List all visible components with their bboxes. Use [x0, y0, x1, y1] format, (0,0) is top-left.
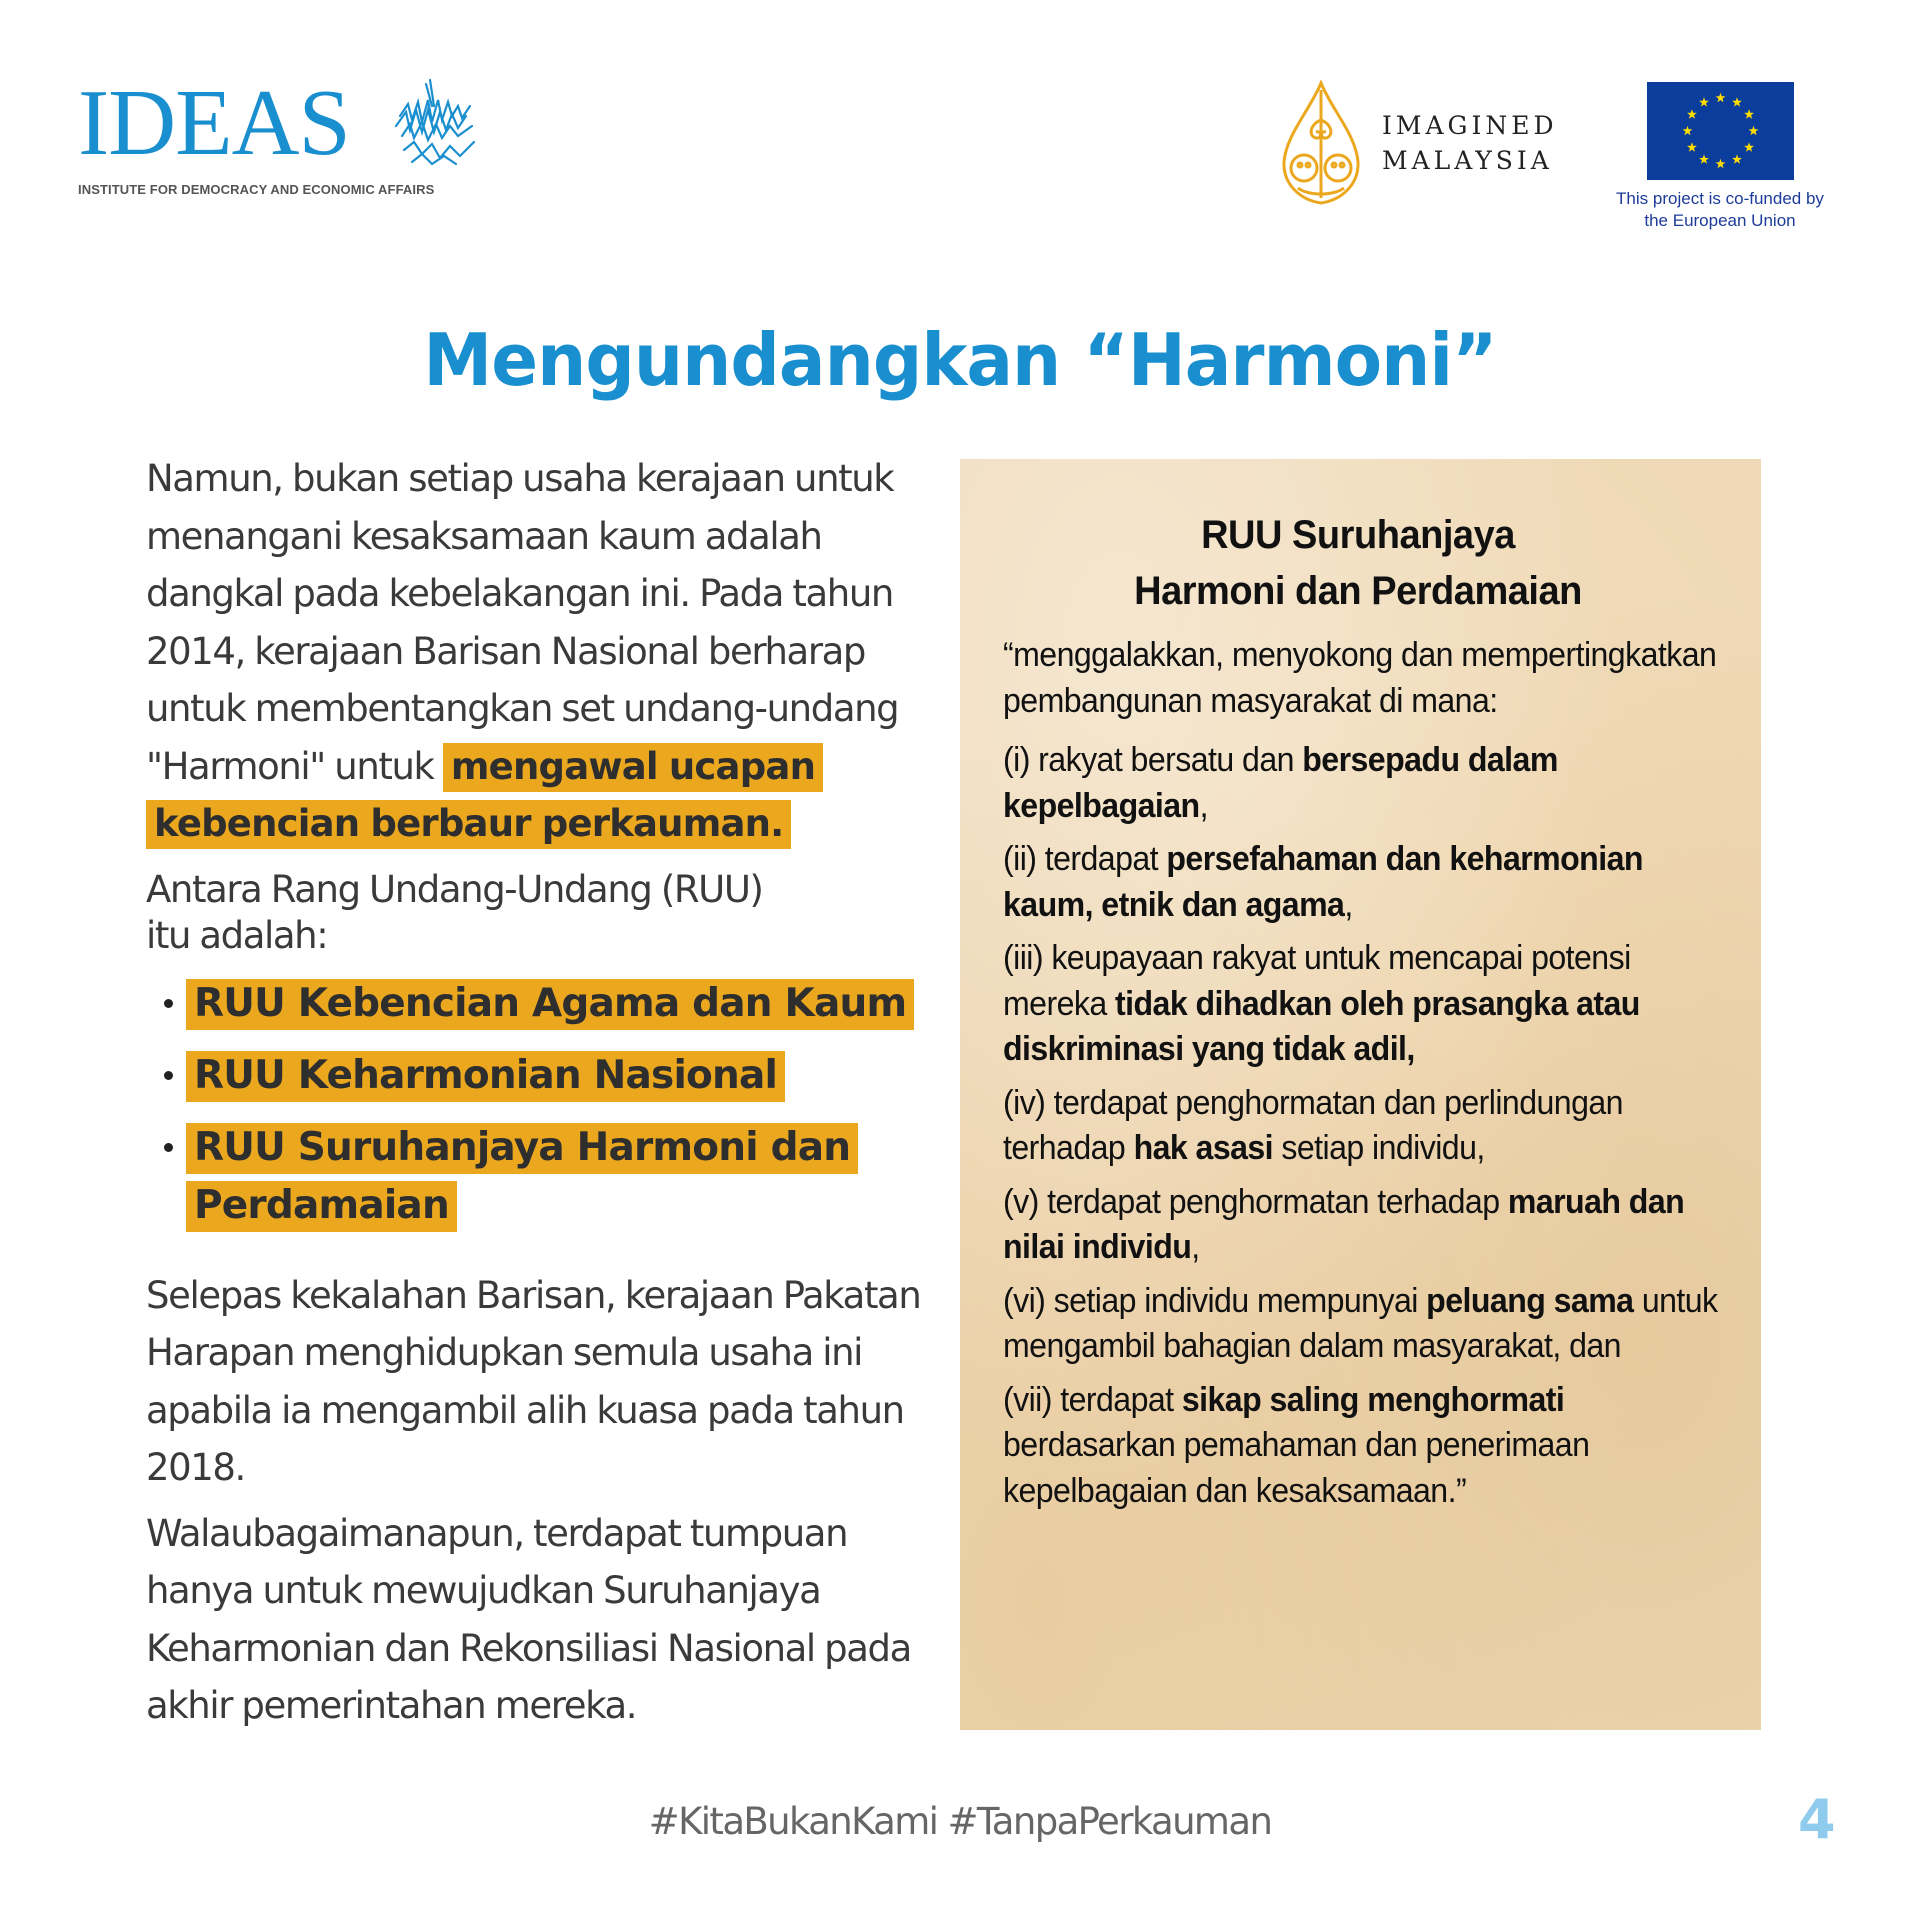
- bill-list-item: [164, 1119, 866, 1235]
- page-title: Mengundangkan “Harmoni”: [423, 318, 1497, 402]
- eu-caption: [1590, 188, 1850, 232]
- highlighted-phrase: mengawal ucapan kebencian berbaur perkauman.: [146, 743, 823, 850]
- aftermath-paragraph: Selepas kekalahan Barisan, kerajaan Pakatan Harapan menghidupkan semula usaha ini apabila ia mengambil alih kuasa pada tahun 2018.: [146, 1273, 921, 1489]
- clause-item: [1003, 837, 1738, 928]
- intro-paragraph: [146, 450, 966, 853]
- bullet-icon: [164, 1143, 173, 1152]
- bullet-icon: [164, 1071, 173, 1080]
- bill-excerpt-title-line1: RUU Suruhanjaya: [1201, 513, 1515, 557]
- clause-text: ,: [1199, 786, 1208, 825]
- clause-text: (ii) terdapat: [1003, 840, 1167, 878]
- clause-text: (iv) terdapat penghormatan dan perlindungan terhadap: [1003, 1083, 1623, 1167]
- bill-name: RUU Keharmonian Nasional: [186, 1051, 785, 1102]
- eu-star-icon: [1687, 109, 1697, 118]
- eu-star-icon: [1744, 142, 1754, 151]
- eu-star-icon: [1732, 97, 1742, 106]
- ideas-subtitle: INSTITUTE FOR DEMOCRACY AND ECONOMIC AFFAIRS: [78, 182, 435, 197]
- eu-star-icon: [1749, 126, 1759, 135]
- bill-excerpt-intro: “menggalakkan, menyokong dan mempertingkatkan pembangunan masyarakat di mana:: [1003, 636, 1717, 720]
- conclusion-paragraph: Walaubagaimanapun, terdapat tumpuan hanya untuk mewujudkan Suruhanjaya Keharmonian dan Rekonsiliasi Nasional pada akhir pemerintahan mereka.: [146, 1511, 911, 1727]
- clause-text: (vii) terdapat: [1003, 1380, 1182, 1419]
- eu-star-icon: [1732, 154, 1742, 163]
- eu-star-icon: [1716, 159, 1726, 168]
- clause-item: [1003, 1279, 1738, 1370]
- bill-excerpt-panel: [960, 459, 1761, 1730]
- intro-paragraph-text: Namun, bukan setiap usaha kerajaan untuk menangani kesaksamaan kaum adalah dangkal pada kebelakangan ini. Pada tahun 2014, kerajaan Barisan Nasional berharap untuk membentangkan set undang-undang "Harmoni" untuk: [146, 457, 899, 788]
- bullet-icon: [164, 999, 173, 1008]
- eu-star-icon: [1744, 109, 1754, 118]
- clause-text: berdasarkan pemahaman dan penerimaan kepelbagaian dan kesaksamaan.”: [1003, 1426, 1590, 1510]
- eu-stars-icon: [1647, 82, 1794, 180]
- clause-item: [1003, 1081, 1738, 1172]
- bill-name: RUU Suruhanjaya Harmoni dan Perdamaian: [186, 1123, 858, 1232]
- clause-list: [1003, 738, 1733, 1514]
- clause-emphasis: bersepadu dalam kepelbagaian: [1003, 741, 1558, 825]
- eu-flag-icon: [1647, 82, 1794, 180]
- clause-text: (vi) setiap individu mempunyai: [1003, 1281, 1427, 1320]
- imagined-malaysia-line1: IMAGINED: [1382, 111, 1558, 140]
- clause-item: [1003, 1180, 1738, 1271]
- imagined-malaysia-line2: MALAYSIA: [1382, 146, 1553, 175]
- bill-excerpt-title-line2: Harmoni dan Perdamaian: [1134, 569, 1582, 613]
- clause-emphasis: hak asasi: [1133, 1129, 1274, 1167]
- clause-emphasis: peluang sama: [1426, 1281, 1634, 1320]
- dove-icon: [378, 76, 478, 168]
- clause-text: (iii) keupayaan rakyat untuk mencapai potensi mereka: [1003, 939, 1631, 1023]
- clause-text: (v) terdapat penghormatan terhadap: [1003, 1182, 1508, 1221]
- clause-text: ,: [1191, 1228, 1200, 1266]
- eu-star-icon: [1699, 154, 1709, 163]
- eu-star-icon: [1699, 97, 1709, 106]
- clause-text: ,: [1344, 885, 1353, 924]
- page-number: 4: [1798, 1788, 1836, 1851]
- imagined-malaysia-logo: [1280, 80, 1580, 210]
- clause-text: untuk mengambil bahagian dalam masyarakat, dan: [1003, 1281, 1718, 1365]
- wayang-emblem-icon: [1280, 80, 1362, 206]
- clause-item: [1003, 738, 1738, 829]
- clause-emphasis: persefahaman dan keharmonian kaum, etnik dan agama: [1003, 840, 1643, 924]
- clause-emphasis: maruah dan nilai individu: [1003, 1182, 1685, 1266]
- bill-name: RUU Kebencian Agama dan Kaum: [186, 979, 914, 1030]
- clause-text: (i) rakyat bersatu dan: [1003, 741, 1303, 779]
- clause-item: [1003, 936, 1738, 1073]
- ideas-wordmark: IDEAS: [78, 71, 350, 175]
- bill-list-item: [164, 1047, 966, 1105]
- clause-emphasis: sikap saling menghormati: [1181, 1380, 1565, 1419]
- bill-list-item: [164, 975, 966, 1033]
- bill-list: [146, 975, 966, 1235]
- eu-cofunded-logo: [1590, 80, 1850, 240]
- clause-text: setiap individu,: [1273, 1129, 1485, 1167]
- imagined-malaysia-wordmark: [1382, 108, 1558, 178]
- hashtags: #KitaBukanKami #TanpaPerkauman: [648, 1800, 1272, 1843]
- clause-emphasis: tidak dihadkan oleh prasangka atau diskriminasi yang tidak adil,: [1003, 984, 1640, 1068]
- left-column: [146, 450, 966, 1735]
- eu-star-icon: [1683, 126, 1693, 135]
- bills-intro-paragraph: Antara Rang Undang-Undang (RUU) itu adalah:: [146, 867, 763, 957]
- eu-star-icon: [1687, 142, 1697, 151]
- ideas-logo: [78, 71, 478, 206]
- bill-excerpt-title: [1002, 507, 1715, 619]
- bill-excerpt-content: [1003, 507, 1733, 1514]
- eu-star-icon: [1716, 93, 1726, 102]
- clause-item: [1003, 1378, 1738, 1515]
- eu-caption-line1: This project is co-funded by: [1616, 189, 1824, 208]
- eu-caption-line2: the European Union: [1644, 211, 1796, 230]
